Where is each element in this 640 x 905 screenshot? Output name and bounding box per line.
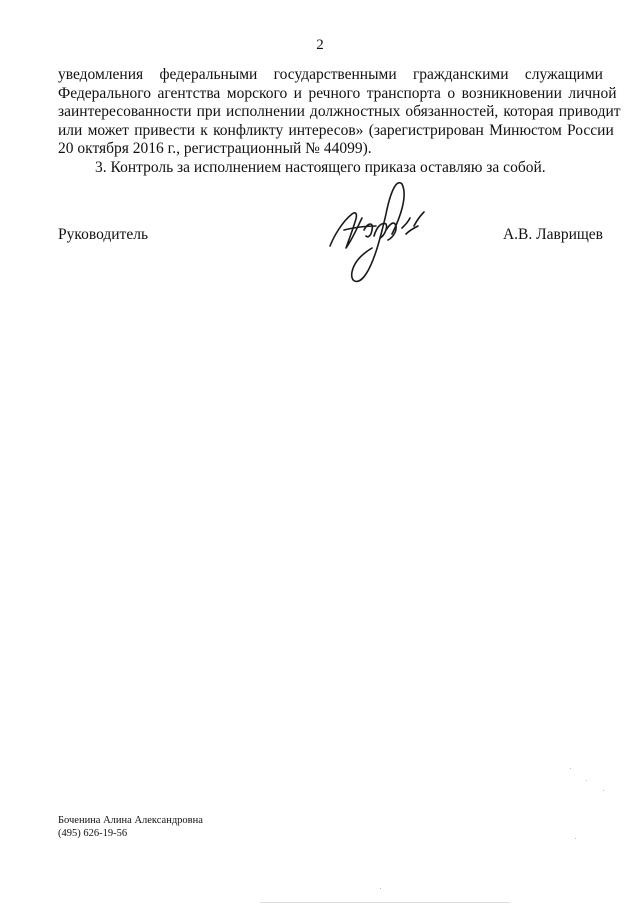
executor-name: Боченина Алина Александровна <box>58 815 203 826</box>
body-line-4: или может привести к конфликту интересов» (зарегистрирован Минюстом России <box>58 121 614 139</box>
signatory-name: А.В. Лаврищев <box>502 226 603 243</box>
body-word: уведомления <box>58 66 144 83</box>
executor-phone: (495) 626-19-56 <box>58 828 128 839</box>
body-line-3: заинтересованности при исполнении должностных обязанностей, которая приводит <box>58 103 621 121</box>
scan-speck <box>603 790 604 791</box>
scan-speck <box>380 888 381 889</box>
scan-speck <box>570 768 571 769</box>
body-word: служащими <box>524 66 603 83</box>
body-word: государственными <box>273 66 397 83</box>
executor-info <box>58 814 203 840</box>
signatory-title: Руководитель <box>58 226 149 243</box>
scan-speck <box>575 838 576 839</box>
body-line-5: 20 октября 2016 г., регистрационный № 44099). <box>58 140 372 158</box>
body-line-1 <box>58 66 603 85</box>
body-line-2: Федерального агентства морского и речного транспорта о возникновении личной <box>58 84 617 102</box>
scan-edge-line <box>260 902 510 903</box>
scan-speck <box>586 780 587 781</box>
document-body <box>58 66 621 178</box>
paragraph-item-3: 3. Контроль за исполнением настоящего приказа оставляю за собой. <box>95 158 546 176</box>
body-word: федеральными <box>159 66 258 83</box>
page-number: 2 <box>316 37 324 53</box>
body-word: гражданскими <box>412 66 509 83</box>
handwritten-signature <box>322 178 432 288</box>
